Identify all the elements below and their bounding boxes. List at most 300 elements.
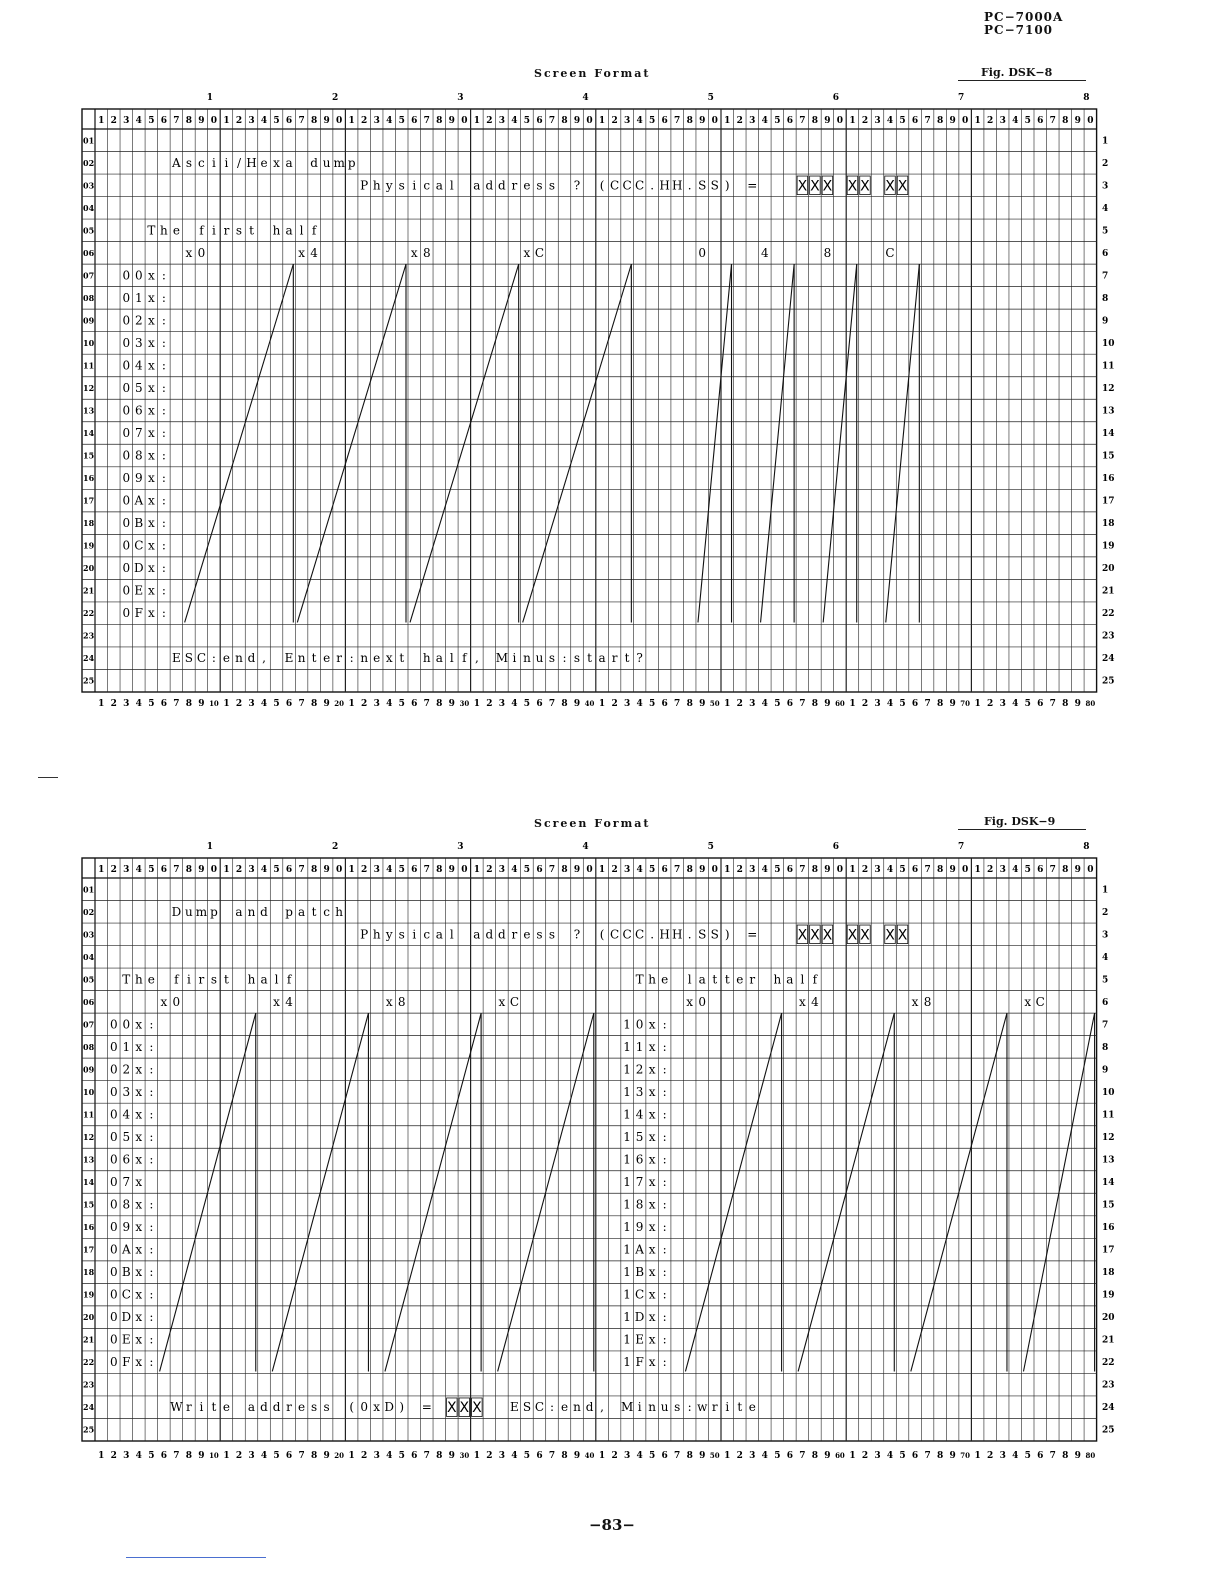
screen-char: . bbox=[687, 927, 692, 942]
screen-char: 0 bbox=[360, 1400, 369, 1415]
column-header-digit: 9 bbox=[824, 865, 831, 875]
screen-char: x bbox=[648, 1220, 656, 1235]
screen-char: t bbox=[249, 223, 254, 238]
bottom-ruler-label: 1 bbox=[598, 1451, 606, 1461]
bottom-ruler-label: 5 bbox=[774, 699, 781, 709]
column-header-digit: 5 bbox=[1024, 865, 1031, 875]
footer-rule bbox=[126, 1557, 266, 1558]
column-header-digit: 6 bbox=[786, 865, 793, 875]
right-row-number: 2 bbox=[1102, 158, 1109, 169]
screen-char: x bbox=[798, 994, 806, 1009]
screen-char: 3 bbox=[635, 1084, 644, 1099]
column-header-digit: 1 bbox=[724, 865, 731, 875]
right-row-number: 21 bbox=[1102, 586, 1115, 597]
column-header-digit: 9 bbox=[198, 865, 205, 875]
screen-char: : bbox=[149, 1062, 154, 1077]
screen-char: i bbox=[412, 927, 417, 942]
screen-char: e bbox=[222, 651, 231, 666]
screen-char: e bbox=[560, 1400, 569, 1415]
column-header-digit: 4 bbox=[636, 116, 643, 126]
screen-char: s bbox=[548, 927, 556, 942]
column-header-digit: 1 bbox=[473, 865, 480, 875]
bottom-ruler-label: 3 bbox=[623, 699, 631, 709]
column-header-digit: 1 bbox=[348, 116, 355, 126]
bottom-ruler-label: 3 bbox=[999, 1451, 1006, 1461]
row-label: 02 bbox=[83, 157, 95, 168]
screen-char: x bbox=[135, 1039, 143, 1054]
column-header-digit: 0 bbox=[461, 116, 468, 126]
right-row-number: 5 bbox=[1102, 975, 1109, 986]
row-label: 24 bbox=[83, 653, 95, 664]
placeholder-x-char: X bbox=[472, 1400, 482, 1417]
bottom-ruler-label: 1 bbox=[223, 699, 230, 709]
column-header-digit: 4 bbox=[260, 116, 268, 126]
screen-char: E bbox=[171, 651, 181, 666]
screen-char: D bbox=[134, 561, 144, 576]
bottom-ruler-label: 50 bbox=[709, 1451, 720, 1460]
screen-char: 1 bbox=[623, 1220, 631, 1235]
column-header-digit: 5 bbox=[523, 865, 531, 875]
screen-char: x bbox=[147, 335, 155, 350]
screen-char: i bbox=[637, 1400, 642, 1415]
column-header-digit: 9 bbox=[573, 116, 581, 126]
column-header-digit: 2 bbox=[361, 865, 368, 875]
column-header-digit: 2 bbox=[110, 116, 117, 126]
page-number: −83− bbox=[588, 1516, 635, 1534]
screen-char: x bbox=[523, 245, 531, 260]
screen-char: C bbox=[121, 1287, 131, 1302]
bottom-ruler-label: 4 bbox=[636, 699, 643, 709]
bottom-ruler-label: 7 bbox=[173, 1451, 180, 1461]
column-header-digit: 3 bbox=[749, 865, 756, 875]
column-header-digit: 5 bbox=[649, 865, 656, 875]
column-header-digit: 7 bbox=[548, 865, 556, 875]
row-label: 13 bbox=[83, 1154, 95, 1165]
form1-caption: Screen Format bbox=[534, 67, 651, 80]
ruler-tens-label: 3 bbox=[457, 93, 464, 103]
screen-char: e bbox=[172, 223, 180, 238]
row-label: 10 bbox=[83, 1086, 95, 1097]
column-header-digit: 4 bbox=[511, 865, 518, 875]
screen-char: 6 bbox=[134, 403, 143, 418]
screen-char: x bbox=[147, 268, 155, 283]
screen-char: , bbox=[262, 651, 266, 666]
screen-char: s bbox=[398, 178, 405, 193]
bottom-ruler-label: 6 bbox=[411, 1451, 418, 1461]
right-row-number: 4 bbox=[1102, 952, 1109, 963]
screen-char: l bbox=[449, 178, 454, 193]
column-header-digit: 6 bbox=[536, 116, 543, 126]
screen-char: f bbox=[174, 972, 179, 987]
screen-char: e bbox=[147, 972, 155, 987]
column-header-digit: 6 bbox=[1037, 116, 1044, 126]
column-header-digit: 1 bbox=[473, 116, 480, 126]
screen-char: r bbox=[511, 178, 518, 193]
bottom-ruler-label: 8 bbox=[686, 1451, 693, 1461]
screen-char: m bbox=[195, 904, 208, 919]
screen-char: : bbox=[161, 538, 166, 553]
right-row-number: 16 bbox=[1102, 1223, 1115, 1234]
column-header-digit: 7 bbox=[1049, 865, 1056, 875]
bottom-ruler-label: 6 bbox=[661, 1451, 668, 1461]
screen-char: y bbox=[385, 927, 393, 942]
screen-char: C bbox=[885, 245, 895, 260]
screen-char: 1 bbox=[623, 1265, 631, 1280]
screen-char: 0 bbox=[122, 561, 131, 576]
bottom-ruler-label: 20 bbox=[334, 1451, 345, 1460]
screen-char: : bbox=[149, 1220, 154, 1235]
column-header-digit: 4 bbox=[761, 865, 768, 875]
column-header-digit: 0 bbox=[711, 865, 718, 875]
screen-char: T bbox=[122, 972, 131, 987]
screen-char: , bbox=[600, 1400, 604, 1415]
column-header-digit: 6 bbox=[661, 116, 668, 126]
bottom-ruler-label: 10 bbox=[209, 1451, 219, 1460]
column-header-digit: 2 bbox=[361, 116, 368, 126]
bottom-ruler-label: 5 bbox=[1024, 699, 1031, 709]
screen-char: E bbox=[134, 583, 144, 598]
screen-char: 0 bbox=[122, 358, 131, 373]
column-header-digit: 5 bbox=[273, 116, 280, 126]
bottom-ruler-label: 70 bbox=[960, 1451, 971, 1460]
screen-char: : bbox=[161, 358, 166, 373]
bottom-ruler-label: 7 bbox=[674, 1451, 681, 1461]
bottom-ruler-label: 5 bbox=[523, 1451, 531, 1461]
right-row-number: 15 bbox=[1102, 1200, 1115, 1211]
column-header-digit: 0 bbox=[962, 865, 969, 875]
screen-char: C bbox=[622, 178, 632, 193]
screen-char: i bbox=[224, 155, 229, 170]
bottom-ruler-label: 6 bbox=[661, 699, 668, 709]
screen-char: 5 bbox=[134, 380, 143, 395]
screen-char: 0 bbox=[122, 335, 131, 350]
bottom-ruler-label: 1 bbox=[223, 1451, 230, 1461]
screen-char: s bbox=[573, 651, 581, 666]
column-header-digit: 6 bbox=[285, 865, 293, 875]
screen-char: x bbox=[648, 1084, 656, 1099]
row-label: 02 bbox=[83, 906, 95, 917]
model-number-line1: PC−7000A bbox=[984, 10, 1064, 24]
bottom-ruler-label: 8 bbox=[185, 699, 193, 709]
bottom-ruler-label: 6 bbox=[285, 1451, 293, 1461]
bottom-ruler-label: 3 bbox=[248, 1451, 255, 1461]
screen-char: c bbox=[323, 904, 330, 919]
screen-char: : bbox=[662, 1107, 667, 1122]
column-header-digit: 8 bbox=[811, 865, 819, 875]
screen-char: a bbox=[698, 972, 706, 987]
screen-char: s bbox=[536, 927, 543, 942]
screen-char: A bbox=[172, 155, 181, 170]
bottom-ruler-label: 4 bbox=[886, 699, 894, 709]
screen-char: x bbox=[135, 1107, 143, 1122]
bottom-ruler-label: 80 bbox=[1085, 1451, 1096, 1460]
column-header-digit: 0 bbox=[962, 116, 969, 126]
bottom-ruler-label: 2 bbox=[110, 1451, 117, 1461]
row-label: 16 bbox=[83, 1222, 95, 1233]
row-label: 21 bbox=[83, 1334, 95, 1345]
screen-char: 0 bbox=[122, 268, 131, 283]
screen-char: x bbox=[135, 1220, 143, 1235]
screen-char: d bbox=[498, 927, 506, 942]
screen-char: a bbox=[473, 927, 481, 942]
column-header-digit: 1 bbox=[348, 865, 355, 875]
screen-char: a bbox=[285, 223, 293, 238]
screen-char: : bbox=[161, 448, 166, 463]
bottom-ruler-label: 8 bbox=[936, 1451, 944, 1461]
right-row-number: 12 bbox=[1102, 383, 1115, 394]
column-header-digit: 5 bbox=[273, 865, 280, 875]
screen-char: B bbox=[121, 1265, 131, 1280]
screen-char: 0 bbox=[109, 1332, 118, 1347]
screen-char: : bbox=[161, 380, 166, 395]
screen-char: p bbox=[347, 155, 356, 170]
bottom-ruler-label: 50 bbox=[709, 699, 720, 708]
screen-char: s bbox=[323, 1400, 330, 1415]
ruler-tens-label: 5 bbox=[707, 842, 714, 852]
screen-char: H bbox=[671, 178, 683, 193]
bottom-ruler-label: 5 bbox=[774, 1451, 781, 1461]
screen-char: l bbox=[274, 972, 279, 987]
screen-char: : bbox=[662, 1039, 667, 1054]
screen-char: 9 bbox=[134, 471, 143, 486]
screen-char: e bbox=[323, 651, 331, 666]
row-label: 11 bbox=[83, 1109, 95, 1120]
screen-char: s bbox=[210, 972, 218, 987]
column-header-digit: 9 bbox=[949, 865, 956, 875]
screen-char: x bbox=[135, 1355, 143, 1370]
screen-char: H bbox=[246, 155, 257, 170]
screen-char: 8 bbox=[635, 1197, 644, 1212]
screen-char: / bbox=[236, 155, 242, 170]
column-header-digit: 1 bbox=[849, 865, 856, 875]
screen-char: x bbox=[160, 994, 168, 1009]
row-label: 23 bbox=[83, 630, 95, 641]
bottom-ruler-label: 1 bbox=[473, 699, 480, 709]
column-header-digit: 3 bbox=[623, 116, 631, 126]
column-header-digit: 3 bbox=[373, 116, 380, 126]
screen-char: x bbox=[147, 493, 155, 508]
screen-char: x bbox=[648, 1332, 656, 1347]
bottom-ruler-label: 10 bbox=[209, 699, 219, 708]
column-header-digit: 5 bbox=[774, 116, 781, 126]
bottom-ruler-label: 5 bbox=[398, 699, 405, 709]
column-header-digit: 9 bbox=[323, 116, 330, 126]
column-header-digit: 9 bbox=[198, 116, 205, 126]
screen-char: r bbox=[286, 1400, 292, 1415]
placeholder-x-char: X bbox=[897, 927, 908, 944]
right-row-number: 25 bbox=[1102, 676, 1115, 687]
column-header-digit: 3 bbox=[498, 116, 506, 126]
row-label: 05 bbox=[83, 225, 95, 236]
screen-char: 0 bbox=[698, 994, 707, 1009]
column-header-digit: 6 bbox=[661, 865, 668, 875]
screen-char: s bbox=[398, 927, 405, 942]
bottom-ruler-label: 2 bbox=[361, 1451, 368, 1461]
column-header-digit: 1 bbox=[98, 865, 105, 875]
bottom-ruler-label: 1 bbox=[849, 699, 856, 709]
screen-char: h bbox=[335, 904, 344, 919]
screen-char: l bbox=[449, 651, 454, 666]
screen-char: x bbox=[273, 155, 280, 170]
row-label: 08 bbox=[83, 292, 95, 303]
screen-char: : bbox=[211, 651, 216, 666]
right-row-number: 24 bbox=[1102, 654, 1115, 665]
column-header-digit: 4 bbox=[386, 865, 393, 875]
screen-char: x bbox=[298, 245, 305, 260]
right-row-number: 21 bbox=[1102, 1335, 1115, 1346]
column-header-digit: 5 bbox=[398, 865, 405, 875]
bottom-ruler-label: 7 bbox=[1049, 699, 1056, 709]
right-row-number: 12 bbox=[1102, 1132, 1115, 1143]
screen-char: : bbox=[149, 1242, 154, 1257]
column-header-digit: 0 bbox=[586, 865, 593, 875]
screen-char: : bbox=[161, 583, 166, 598]
column-header-digit: 9 bbox=[573, 865, 581, 875]
bottom-ruler-label: 4 bbox=[886, 1451, 894, 1461]
screen-char: : bbox=[662, 1220, 667, 1235]
screen-char: h bbox=[422, 651, 431, 666]
column-header-digit: 2 bbox=[611, 116, 618, 126]
screen-char: E bbox=[510, 1400, 519, 1415]
ruler-tens-label: 1 bbox=[206, 842, 214, 852]
screen-char: e bbox=[736, 972, 744, 987]
right-row-number: 17 bbox=[1102, 496, 1115, 507]
row-label: 11 bbox=[83, 360, 95, 371]
bottom-ruler-label: 5 bbox=[273, 699, 280, 709]
row-label: 09 bbox=[83, 315, 95, 326]
bottom-ruler-label: 8 bbox=[561, 699, 568, 709]
screen-char: s bbox=[674, 1400, 681, 1415]
screen-char: x bbox=[135, 1084, 143, 1099]
screen-char: P bbox=[360, 178, 369, 193]
bottom-ruler-label: 3 bbox=[874, 1451, 881, 1461]
screen-char: s bbox=[536, 178, 543, 193]
screen-char: ) bbox=[724, 927, 730, 942]
screen-char: x bbox=[147, 606, 155, 621]
bottom-ruler-label: 3 bbox=[373, 1451, 380, 1461]
screen-char: d bbox=[498, 178, 506, 193]
column-header-digit: 5 bbox=[523, 116, 531, 126]
bottom-ruler-label: 30 bbox=[459, 699, 470, 708]
screen-char: a bbox=[473, 178, 481, 193]
bottom-ruler-label: 4 bbox=[260, 699, 268, 709]
ruler-tens-label: 7 bbox=[958, 842, 965, 852]
bottom-ruler-label: 4 bbox=[260, 1451, 268, 1461]
column-header-digit: 6 bbox=[536, 865, 543, 875]
screen-char: d bbox=[310, 155, 318, 170]
screen-char: 0 bbox=[109, 1129, 118, 1144]
screen-char: 1 bbox=[623, 1062, 631, 1077]
column-header-digit: 6 bbox=[786, 116, 793, 126]
column-header-digit: 3 bbox=[749, 116, 756, 126]
row-label: 05 bbox=[83, 974, 95, 985]
bottom-ruler-label: 8 bbox=[436, 1451, 443, 1461]
bottom-ruler-label: 20 bbox=[334, 699, 345, 708]
screen-char: x bbox=[1024, 994, 1032, 1009]
bottom-ruler-label: 2 bbox=[486, 1451, 493, 1461]
bottom-ruler-label: 3 bbox=[373, 699, 380, 709]
screen-char: , bbox=[474, 651, 479, 666]
bottom-ruler-label: 1 bbox=[98, 699, 105, 709]
column-header-digit: 6 bbox=[411, 865, 418, 875]
screen-char: a bbox=[247, 1400, 256, 1415]
bottom-ruler-label: 7 bbox=[298, 1451, 305, 1461]
column-header-digit: 8 bbox=[185, 865, 193, 875]
column-header-digit: 1 bbox=[223, 116, 230, 126]
screen-char: x bbox=[135, 1265, 143, 1280]
bottom-ruler-label: 3 bbox=[498, 1451, 506, 1461]
screen-char: t bbox=[311, 904, 317, 919]
bottom-ruler-label: 30 bbox=[459, 1451, 470, 1460]
bottom-ruler-label: 9 bbox=[824, 1451, 831, 1461]
ruler-tens-label: 8 bbox=[1083, 93, 1090, 103]
bottom-ruler-label: 7 bbox=[298, 699, 305, 709]
screen-char: x bbox=[135, 1062, 143, 1077]
bottom-ruler-label: 9 bbox=[323, 1451, 330, 1461]
screen-char: : bbox=[149, 1152, 154, 1167]
column-header-digit: 5 bbox=[774, 865, 781, 875]
column-header-digit: 5 bbox=[148, 116, 155, 126]
screen-char: w bbox=[697, 1400, 708, 1415]
screen-char: x bbox=[648, 1107, 656, 1122]
screen-char: C bbox=[635, 927, 645, 942]
row-label: 13 bbox=[83, 405, 95, 416]
bottom-ruler-label: 6 bbox=[285, 699, 293, 709]
bottom-ruler-label: 8 bbox=[1062, 1451, 1069, 1461]
column-header-digit: 3 bbox=[248, 865, 255, 875]
column-header-digit: 7 bbox=[1049, 116, 1056, 126]
column-header-digit: 1 bbox=[598, 865, 606, 875]
bottom-ruler-label: 3 bbox=[749, 699, 756, 709]
screen-char: M bbox=[495, 651, 509, 666]
screen-char: H bbox=[659, 178, 670, 193]
screen-char: p bbox=[285, 904, 293, 919]
screen-char: 1 bbox=[623, 1332, 631, 1347]
column-header-digit: 0 bbox=[461, 865, 468, 875]
screen-char: : bbox=[161, 426, 166, 441]
column-header-digit: 5 bbox=[649, 116, 656, 126]
screen-char: h bbox=[773, 972, 782, 987]
screen-char: 0 bbox=[122, 1017, 131, 1032]
right-row-number: 2 bbox=[1102, 907, 1109, 918]
screen-char: u bbox=[660, 1400, 669, 1415]
column-header-digit: 7 bbox=[298, 116, 305, 126]
screen-char: 1 bbox=[623, 1197, 631, 1212]
screen-char: n bbox=[235, 651, 243, 666]
screen-char: : bbox=[161, 606, 166, 621]
column-header-digit: 8 bbox=[1062, 116, 1069, 126]
screen-char: 0 bbox=[122, 583, 131, 598]
screen-char: 0 bbox=[197, 245, 206, 260]
screen-char: 0 bbox=[134, 268, 143, 283]
screen-char: t bbox=[712, 972, 718, 987]
bottom-ruler-label: 70 bbox=[960, 699, 971, 708]
bottom-ruler-label: 5 bbox=[649, 699, 656, 709]
screen-char: C bbox=[622, 927, 632, 942]
screen-char: 4 bbox=[760, 245, 769, 260]
screen-char: t bbox=[311, 651, 317, 666]
screen-char: D bbox=[384, 1400, 395, 1415]
screen-char: x bbox=[648, 1152, 656, 1167]
bottom-ruler-label: 7 bbox=[674, 699, 681, 709]
column-header-digit: 8 bbox=[936, 116, 944, 126]
column-header-digit: 4 bbox=[386, 116, 393, 126]
column-header-digit: 8 bbox=[1062, 865, 1069, 875]
column-header-digit: 1 bbox=[724, 116, 731, 126]
right-row-number: 17 bbox=[1102, 1245, 1115, 1256]
screen-char: x bbox=[135, 1017, 143, 1032]
column-header-digit: 4 bbox=[886, 116, 894, 126]
